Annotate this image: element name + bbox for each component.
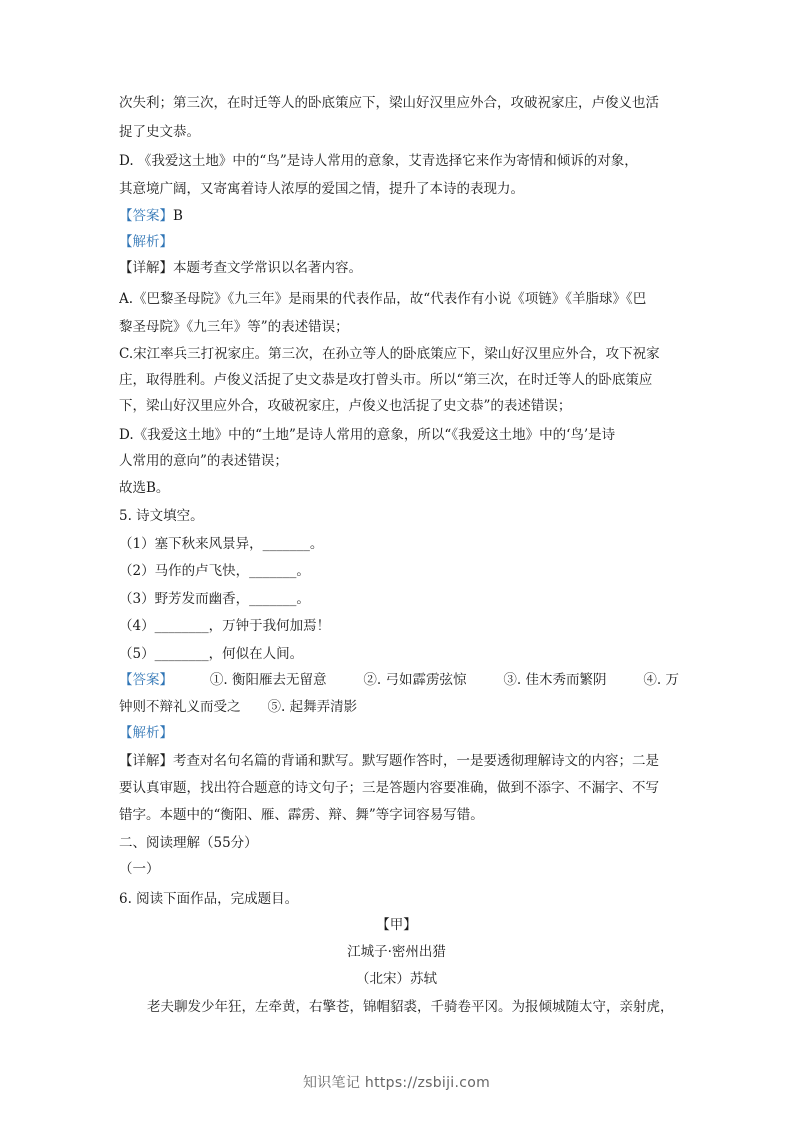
subsection-heading: （一） [119, 861, 160, 877]
poem-author: （北宋）苏轼 [356, 971, 437, 987]
text-line: D. 《我爱这土地》中的“鸟”是诗人常用的意象，艾青选择它来作为寄情和倾诉的对象， [119, 153, 638, 169]
text-line: 下，梁山好汉里应外合，攻破祝家庄，卢俊义也活捉了史文恭”的表述错误； [119, 398, 572, 414]
answer-item: ②. 弓如霹雳弦惊 [363, 672, 467, 688]
question-title: 6. 阅读下面作品，完成题目。 [119, 891, 299, 907]
answer-line [119, 671, 679, 689]
answer-tag: 【答案】 [119, 208, 173, 224]
poem-label: 【甲】 [376, 917, 417, 933]
answer-item: ④. 万 [643, 672, 679, 688]
question-title: 5. 诗文填空。 [119, 508, 204, 524]
detail-line: 【详解】本题考查文学常识以名著内容。 [119, 260, 362, 276]
text-line: 庄，取得胜利。卢俊义活捉了史文恭是攻打曾头市。所以“第三次，在时迁等人的卧底策应 [119, 372, 653, 388]
text-line: C.宋江率兵三打祝家庄。第三次，在孙立等人的卧底策应下，梁山好汉里应外合，攻下祝家 [119, 346, 660, 362]
question-item: （1）塞下秋来风景异，_______。 [119, 536, 324, 552]
answer-item: ①. 衡阳雁去无留意 [209, 672, 327, 688]
answer-line [119, 207, 679, 225]
detail-text: 考查对名句名篇的背诵和默写。默写题作答时，一是要透彻理解诗文的内容；二是 [173, 753, 659, 769]
text-line: 黎圣母院》《九三年》等”的表述错误； [119, 319, 349, 335]
text-line: 人常用的意向”的表述错误； [119, 453, 288, 469]
detail-line [119, 752, 679, 770]
text-line: A.《巴黎圣母院》《九三年》是雨果的代表作品，故“代表作有小说《项链》《羊脂球》《巴 [119, 291, 647, 307]
answer-continuation: 钟则不辩礼义而受之 ⑤. 起舞弄清影 [119, 699, 358, 715]
detail-tag: 【详解】 [119, 753, 173, 769]
analysis-tag: 【解析】 [119, 725, 173, 741]
section-heading: 二、阅读理解（55分） [119, 835, 258, 851]
text-line: 其意境广阔，又寄寓着诗人浓厚的爱国之情，提升了本诗的表现力。 [119, 181, 524, 197]
text-line: 错字。本题中的“衡阳、雁、霹雳、辩、舞”等字词容易写错。 [119, 807, 484, 823]
poem-text: 老夫聊发少年狂，左牵黄，右擎苍，锦帽貂裘，千骑卷平冈。为报倾城随太守，亲射虎， [147, 999, 674, 1015]
question-item: （2）马作的卢飞快，_______。 [119, 563, 310, 579]
text-line: 次失利；第三次，在时迁等人的卧底策应下，梁山好汉里应外合，攻破祝家庄，卢俊义也活 [119, 95, 659, 111]
answer-tag: 【答案】 [119, 672, 173, 688]
analysis-tag: 【解析】 [119, 234, 173, 250]
text-line: D.《我爱这土地》中的“土地”是诗人常用的意象，所以“《我爱这土地》中的‘鸟’是诗 [119, 427, 616, 443]
poem-title: 江城子·密州出猎 [347, 944, 446, 960]
question-item: （5）________，何似在人间。 [119, 646, 304, 662]
footer-watermark: 知识笔记 https://zsbiji.com [302, 1075, 491, 1091]
question-item: （3）野芳发而幽香，_______。 [119, 591, 310, 607]
text-line: 捉了史文恭。 [119, 124, 200, 140]
question-item: （4）________，万钟于我何加焉！ [119, 618, 331, 634]
text-line: 故选B。 [119, 480, 170, 496]
text-line: 要认真审题，找出符合题意的诗文句子；三是答题内容要准确，做到不添字、不漏字、不写 [119, 780, 659, 796]
answer-item: ③. 佳木秀而繁阴 [503, 672, 607, 688]
answer-value: B [173, 208, 183, 224]
